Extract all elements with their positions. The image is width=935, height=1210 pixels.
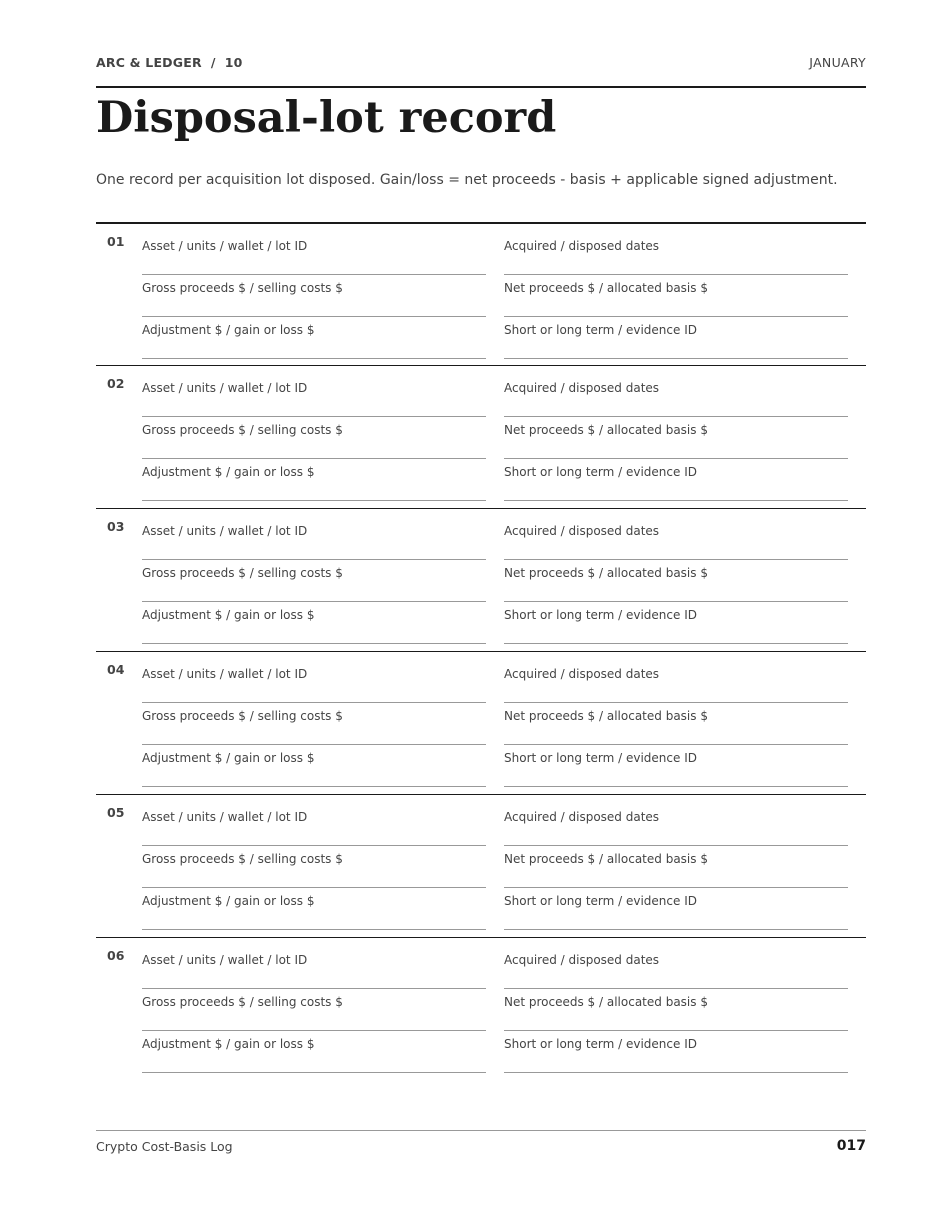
- asset-field[interactable]: [142, 239, 486, 275]
- adjustment-field[interactable]: [142, 751, 486, 787]
- field-label: Net proceeds $ / allocated basis $: [504, 995, 708, 1009]
- record-number: 02: [107, 376, 125, 391]
- page-header: [96, 55, 866, 71]
- record-block: [96, 222, 866, 365]
- field-label: Net proceeds $ / allocated basis $: [504, 709, 708, 723]
- term-evidence-field[interactable]: [504, 894, 848, 930]
- asset-field[interactable]: [142, 381, 486, 417]
- field-label: Acquired / disposed dates: [504, 810, 660, 824]
- gross-proceeds-field[interactable]: [142, 566, 486, 602]
- asset-field[interactable]: [142, 524, 486, 560]
- field-label: Net proceeds $ / allocated basis $: [504, 423, 708, 437]
- adjustment-field[interactable]: [142, 465, 486, 501]
- field-label: Gross proceeds $ / selling costs $: [142, 995, 343, 1009]
- dates-field[interactable]: [504, 953, 848, 989]
- page: [96, 0, 866, 1210]
- gross-proceeds-field[interactable]: [142, 709, 486, 745]
- net-proceeds-field[interactable]: [504, 852, 848, 888]
- page-number: 017: [836, 1138, 866, 1154]
- field-label: Asset / units / wallet / lot ID: [142, 381, 308, 395]
- records-list: [96, 222, 866, 1080]
- net-proceeds-field[interactable]: [504, 709, 848, 745]
- record-number: 04: [107, 662, 125, 677]
- field-label: Short or long term / evidence ID: [504, 1037, 697, 1051]
- field-label: Asset / units / wallet / lot ID: [142, 810, 308, 824]
- field-label: Short or long term / evidence ID: [504, 608, 697, 622]
- gross-proceeds-field[interactable]: [142, 995, 486, 1031]
- header-month: JANUARY: [809, 55, 866, 70]
- field-label: Gross proceeds $ / selling costs $: [142, 852, 343, 866]
- field-label: Net proceeds $ / allocated basis $: [504, 566, 708, 580]
- field-label: Acquired / disposed dates: [504, 953, 660, 967]
- field-label: Short or long term / evidence ID: [504, 894, 697, 908]
- header-rule: [96, 86, 866, 88]
- record-number: 06: [107, 948, 125, 963]
- header-publication: ARC & LEDGER / 10: [96, 55, 243, 70]
- gross-proceeds-field[interactable]: [142, 423, 486, 459]
- record-block: [96, 365, 866, 508]
- field-label: Adjustment $ / gain or loss $: [142, 465, 315, 479]
- adjustment-field[interactable]: [142, 1037, 486, 1073]
- record-number: 01: [107, 234, 125, 249]
- dates-field[interactable]: [504, 524, 848, 560]
- dates-field[interactable]: [504, 667, 848, 703]
- term-evidence-field[interactable]: [504, 608, 848, 644]
- record-block: [96, 651, 866, 794]
- record-number: 05: [107, 805, 125, 820]
- field-label: Adjustment $ / gain or loss $: [142, 894, 315, 908]
- record-block: [96, 508, 866, 651]
- footer-rule: [96, 1130, 866, 1131]
- footer-title: Crypto Cost-Basis Log: [96, 1139, 233, 1154]
- field-label: Asset / units / wallet / lot ID: [142, 239, 308, 253]
- field-label: Gross proceeds $ / selling costs $: [142, 566, 343, 580]
- gross-proceeds-field[interactable]: [142, 852, 486, 888]
- field-label: Short or long term / evidence ID: [504, 465, 697, 479]
- field-label: Asset / units / wallet / lot ID: [142, 953, 308, 967]
- record-number: 03: [107, 519, 125, 534]
- adjustment-field[interactable]: [142, 608, 486, 644]
- field-label: Asset / units / wallet / lot ID: [142, 524, 308, 538]
- field-label: Net proceeds $ / allocated basis $: [504, 852, 708, 866]
- term-evidence-field[interactable]: [504, 465, 848, 501]
- dates-field[interactable]: [504, 239, 848, 275]
- field-label: Adjustment $ / gain or loss $: [142, 751, 315, 765]
- record-block: [96, 794, 866, 937]
- term-evidence-field[interactable]: [504, 1037, 848, 1073]
- dates-field[interactable]: [504, 810, 848, 846]
- field-label: Acquired / disposed dates: [504, 381, 660, 395]
- term-evidence-field[interactable]: [504, 751, 848, 787]
- net-proceeds-field[interactable]: [504, 995, 848, 1031]
- net-proceeds-field[interactable]: [504, 566, 848, 602]
- field-label: Net proceeds $ / allocated basis $: [504, 281, 708, 295]
- field-label: Gross proceeds $ / selling costs $: [142, 281, 343, 295]
- gross-proceeds-field[interactable]: [142, 281, 486, 317]
- field-label: Gross proceeds $ / selling costs $: [142, 423, 343, 437]
- field-label: Asset / units / wallet / lot ID: [142, 667, 308, 681]
- page-subtitle: One record per acquisition lot disposed. Gain/loss = net proceeds - basis + applicable signed adjustment.: [96, 172, 838, 188]
- dates-field[interactable]: [504, 381, 848, 417]
- term-evidence-field[interactable]: [504, 323, 848, 359]
- asset-field[interactable]: [142, 667, 486, 703]
- field-label: Adjustment $ / gain or loss $: [142, 608, 315, 622]
- adjustment-field[interactable]: [142, 323, 486, 359]
- net-proceeds-field[interactable]: [504, 281, 848, 317]
- page-title: Disposal-lot record: [96, 93, 557, 143]
- adjustment-field[interactable]: [142, 894, 486, 930]
- field-label: Acquired / disposed dates: [504, 667, 660, 681]
- field-label: Adjustment $ / gain or loss $: [142, 1037, 315, 1051]
- asset-field[interactable]: [142, 810, 486, 846]
- record-block: [96, 937, 866, 1080]
- field-label: Short or long term / evidence ID: [504, 323, 697, 337]
- field-label: Acquired / disposed dates: [504, 524, 660, 538]
- field-label: Gross proceeds $ / selling costs $: [142, 709, 343, 723]
- asset-field[interactable]: [142, 953, 486, 989]
- net-proceeds-field[interactable]: [504, 423, 848, 459]
- field-label: Short or long term / evidence ID: [504, 751, 697, 765]
- field-label: Adjustment $ / gain or loss $: [142, 323, 315, 337]
- field-label: Acquired / disposed dates: [504, 239, 660, 253]
